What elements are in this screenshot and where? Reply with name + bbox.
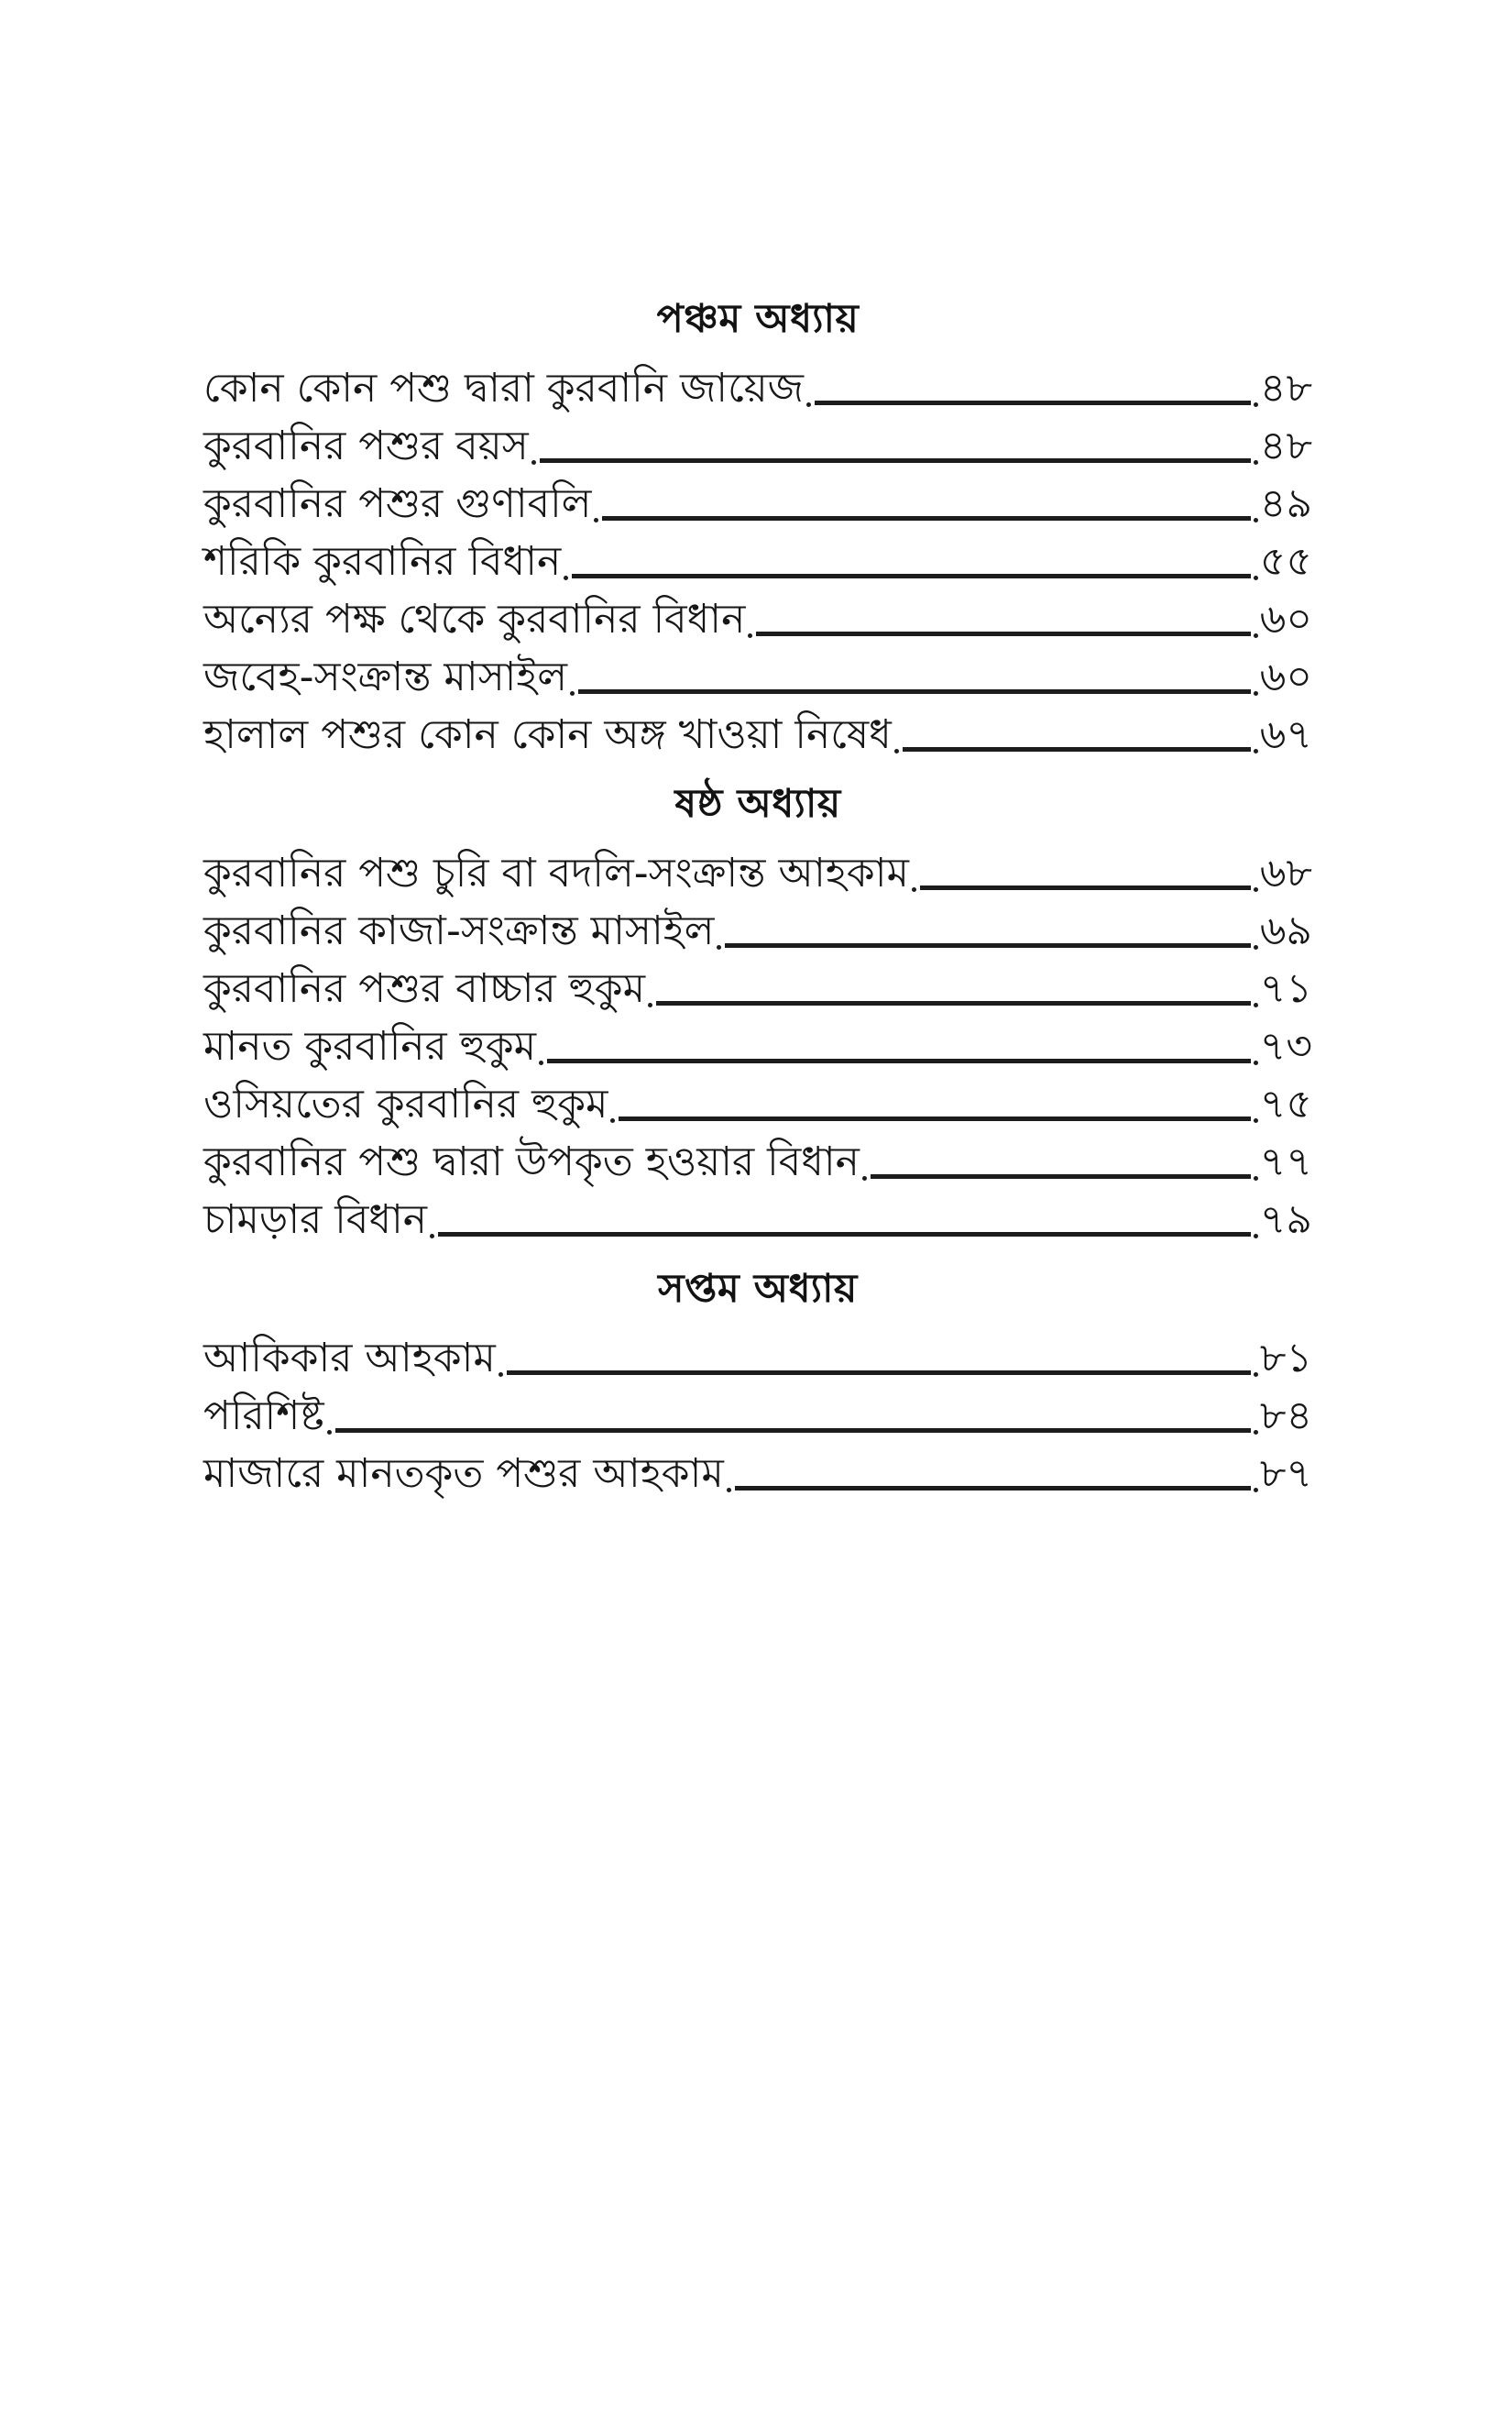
leader-line: [815, 401, 1251, 405]
toc-entry-list: [203, 841, 1312, 1245]
toc-entry-label: কোন কোন পশু দ্বারা কুরবানি জায়েজ: [203, 365, 805, 412]
leader-line: [871, 1174, 1251, 1179]
leader-line: [735, 1486, 1251, 1490]
toc-entry: [203, 898, 1312, 956]
leader-line: [547, 1059, 1251, 1063]
toc-entry-label: মাজারে মানতকৃত পশুর আহকাম: [203, 1450, 724, 1497]
toc-entry-page-number: ৮৪: [1259, 1392, 1312, 1439]
toc-entry-list: [203, 1326, 1312, 1499]
toc-entry-page-number: ৬০: [1259, 654, 1312, 700]
leader-line: [438, 1232, 1251, 1237]
toc-entry-label: ওসিয়তের কুরবানির হুকুম: [203, 1081, 608, 1128]
toc-entry-page-number: ৭৩: [1259, 1023, 1312, 1070]
toc-entry-page-number: ৬০: [1259, 596, 1312, 643]
toc-entry-label: কুরবানির পশু চুরি বা বদলি-সংক্রান্ত আহকাম: [203, 850, 909, 896]
leader-line: [725, 943, 1250, 948]
toc-entry: [203, 413, 1312, 471]
leader-line: [507, 1370, 1251, 1375]
chapter-title: পঞ্চম অধ্যায়: [656, 296, 860, 342]
leader-line: [602, 516, 1250, 521]
toc-entry-page-number: ৬৯: [1259, 908, 1312, 954]
toc-entry-page-number: ৪৮: [1259, 365, 1312, 412]
toc-entry-page-number: ৬৭: [1259, 711, 1312, 758]
leader-line: [540, 458, 1251, 463]
toc-entry: [203, 1383, 1312, 1441]
toc-entry-label: হালাল পশুর কোন কোন অঙ্গ খাওয়া নিষেধ: [203, 711, 892, 758]
toc-entry-page-number: ৭৭: [1259, 1138, 1312, 1185]
toc-entry-label: শরিকি কুরবানির বিধান: [203, 538, 562, 585]
toc-entry-page-number: ৬৮: [1259, 850, 1312, 896]
chapter-title: সপ্তম অধ্যায়: [658, 1266, 858, 1312]
toc-entry: [203, 587, 1312, 644]
toc-section: [203, 292, 1312, 760]
leader-line: [656, 1001, 1251, 1006]
toc-entry-label: কুরবানির পশুর বয়স: [203, 423, 529, 469]
toc-entry: [203, 702, 1312, 760]
toc-entry: [203, 356, 1312, 413]
toc-entry: [203, 956, 1312, 1014]
toc-entry-page-number: ৭১: [1259, 965, 1312, 1012]
leader-line: [756, 632, 1250, 636]
toc-entry-label: জবেহ-সংক্রান্ত মাসাইল: [203, 654, 568, 700]
toc-entry: [203, 1129, 1312, 1187]
toc-entry-label: মানত কুরবানির হুকুম: [203, 1023, 537, 1070]
toc-entry-page-number: ৪৮: [1259, 423, 1312, 469]
leader-line: [335, 1428, 1251, 1433]
toc-entry: [203, 1072, 1312, 1129]
toc-entry: [203, 1014, 1312, 1072]
leader-line: [578, 689, 1251, 694]
toc-entry-label: অন্যের পক্ষ থেকে কুরবানির বিধান: [203, 596, 746, 643]
toc-entry-label: কুরবানির পশুর বাচ্চার হুকুম: [203, 965, 646, 1012]
toc-entry-page-number: ৪৯: [1259, 480, 1312, 527]
toc-entry: [203, 841, 1312, 898]
leader-line: [619, 1116, 1250, 1121]
toc-entry-label: কুরবানির পশুর গুণাবলি: [203, 480, 592, 527]
toc-entry-label: কুরবানির পশু দ্বারা উপকৃত হওয়ার বিধান: [203, 1138, 860, 1185]
leader-line: [920, 886, 1251, 890]
toc-entry-page-number: ৭৫: [1259, 1081, 1312, 1128]
toc-entry: [203, 471, 1312, 529]
toc-entry: [203, 529, 1312, 587]
toc-entry-label: আকিকার আহকাম: [203, 1335, 496, 1381]
toc-entry: [203, 1441, 1312, 1499]
toc-section: [203, 776, 1312, 1245]
toc-entry: [203, 1326, 1312, 1383]
chapter-title: ষষ্ঠ অধ্যায়: [674, 781, 841, 827]
toc-entry-label: চামড়ার বিধান: [203, 1196, 428, 1243]
leader-line: [903, 747, 1251, 752]
toc-entry-page-number: ৭৯: [1259, 1196, 1312, 1243]
toc-entry-list: [203, 356, 1312, 760]
toc-section: [203, 1261, 1312, 1499]
toc-entry-label: পরিশিষ্ট: [203, 1392, 324, 1439]
toc-entry-page-number: ৮১: [1259, 1335, 1312, 1381]
toc-entry-page-number: ৮৭: [1259, 1450, 1312, 1497]
toc-entry: [203, 1187, 1312, 1245]
toc-entry: [203, 644, 1312, 702]
leader-line: [572, 574, 1251, 578]
toc-entry-page-number: ৫৫: [1259, 538, 1312, 585]
toc-entry-label: কুরবানির কাজা-সংক্রান্ত মাসাইল: [203, 908, 715, 954]
